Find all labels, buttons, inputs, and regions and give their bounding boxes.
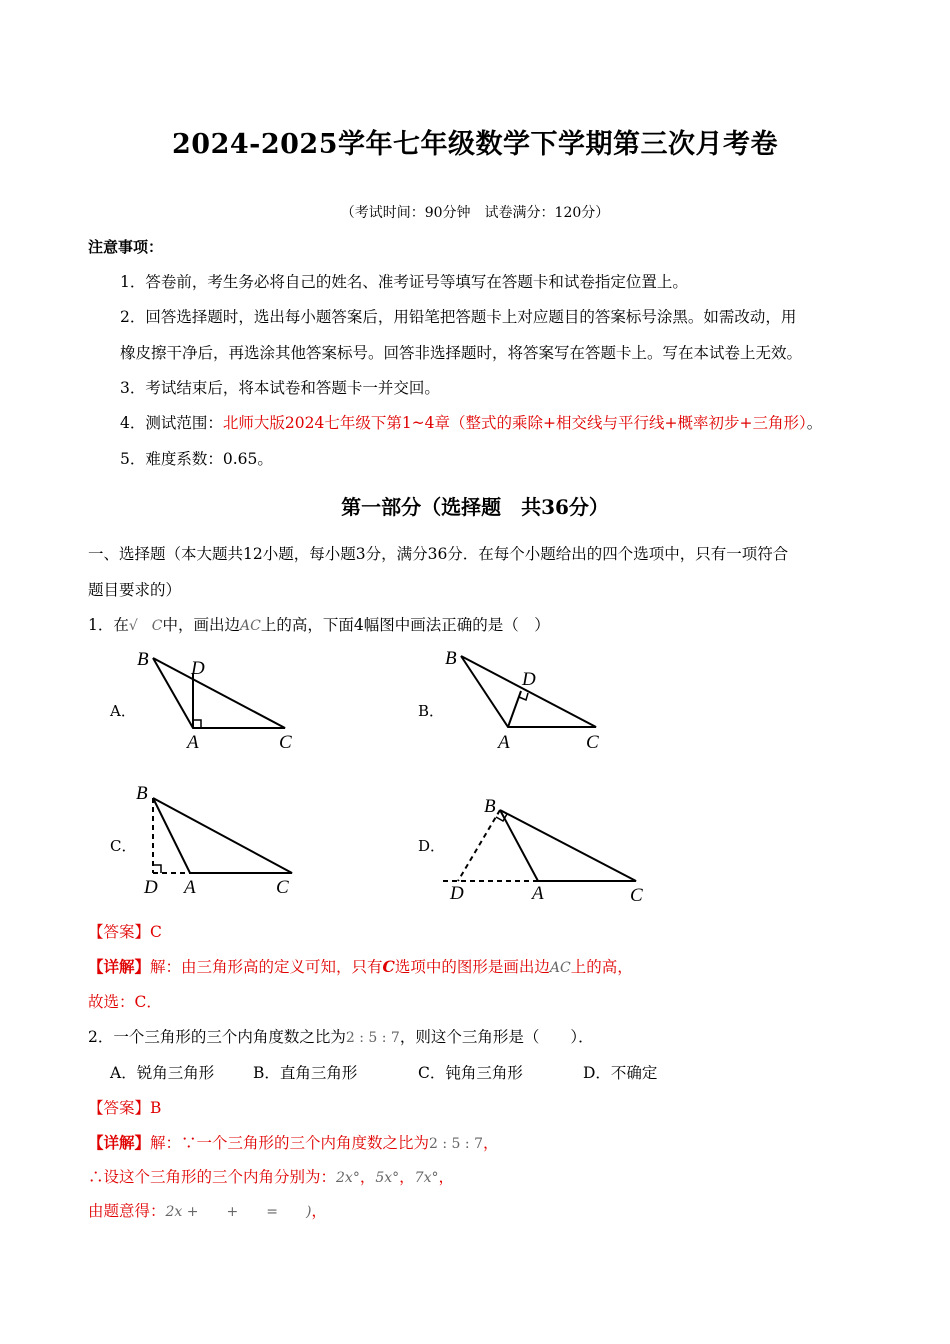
altitude-b [508, 691, 521, 727]
vertex-b: B [445, 648, 457, 669]
math-ac: AC [240, 618, 261, 634]
vertex-b: B [136, 783, 148, 804]
q2-answer [88, 1096, 161, 1118]
q1-answer [88, 920, 162, 942]
detail-tag: 【详解】 [88, 1133, 151, 1152]
triangle-a [153, 658, 285, 728]
q2-option-a: A．锐角三角形 [110, 1064, 215, 1082]
triangle-c [153, 798, 292, 873]
vertex-c: C [276, 877, 289, 898]
math-ratio: 2 : 5 : 7 [345, 1030, 400, 1046]
section-intro: 题目要求的） [88, 581, 182, 599]
question-2-stem: 2．一个三角形的三个内角度数之比为2 : 5 : 7，则这个三角形是（ ）． [88, 1028, 594, 1046]
section-title: 第一部分（选择题 共36分） [341, 495, 609, 519]
q2-detail-line3: 由题意得：2x + + = )， [88, 1202, 327, 1220]
vertex-c: C [279, 732, 292, 753]
option-c-label: C． [110, 837, 137, 855]
math-triangle: √ C [128, 618, 163, 634]
answer-value: B [150, 1099, 162, 1117]
notes-heading: 注意事项： [88, 238, 164, 256]
triangle-d [500, 810, 636, 881]
option-a-label: A． [110, 702, 136, 720]
answer-value: C [150, 923, 162, 941]
scope-end: 。 [806, 414, 823, 432]
figure-a [130, 640, 310, 760]
q2-option-c: C．钝角三角形 [418, 1064, 523, 1082]
vertex-b: B [137, 649, 149, 670]
vertex-a: A [187, 732, 199, 753]
note-item-scope [120, 411, 822, 433]
vertex-d: D [450, 883, 464, 904]
option-d-label: D． [418, 837, 446, 855]
q1-detail: 【详解】解：由三角形高的定义可知，只有C选项中的图形是画出边AC上的高， [88, 957, 633, 976]
q2-option-b: B．直角三角形 [253, 1064, 358, 1082]
triangle-b [461, 656, 596, 727]
note-item: 3．考试结束后，将本试卷和答题卡一并交回。 [120, 379, 440, 397]
vertex-b: B [484, 796, 496, 817]
note-item: 橡皮擦干净后，再选涂其他答案标号。回答非选择题时，将答案写在答题卡上。写在本试卷上无效。 [120, 344, 803, 362]
figure-c [130, 778, 310, 903]
answer-tag: 【答案】 [88, 923, 151, 941]
right-angle-mark-a [193, 720, 201, 728]
scope-label: 4．测试范围： [120, 414, 223, 432]
q2-detail: 【详解】解：∵一个三角形的三个内角度数之比为2 : 5 : 7， [88, 1133, 499, 1152]
q2-option-d: D．不确定 [583, 1064, 658, 1082]
vertex-a: A [498, 732, 510, 753]
exam-info: （考试时间：90分钟 试卷满分：120分） [340, 205, 610, 221]
page-title: 2024-2025学年七年级数学下学期第三次月考卷 [172, 129, 778, 160]
figure-b [438, 640, 618, 760]
altitude-d [458, 810, 500, 881]
q2-detail-line2: ∴设这个三角形的三个内角分别为：2x°，5x°，7x°， [88, 1168, 454, 1186]
q1-conclusion: 故选：C． [88, 993, 162, 1011]
question-1-stem: 1．在√ C中，画出边AC上的高，下面4幅图中画法正确的是（ ） [88, 616, 550, 634]
vertex-a: A [184, 877, 196, 898]
note-item: 5．难度系数：0.65。 [120, 450, 273, 468]
option-b-label: B． [418, 702, 445, 720]
section-intro: 一、选择题（本大题共12小题，每小题3分，满分36分．在每个小题给出的四个选项中，只有一项符合 [88, 545, 789, 563]
vertex-a: A [532, 883, 544, 904]
answer-tag: 【答案】 [88, 1099, 151, 1117]
figure-d [438, 790, 658, 910]
right-angle-mark-c [153, 865, 161, 873]
vertex-c: C [586, 732, 599, 753]
vertex-d: D [191, 658, 205, 679]
vertex-d: D [522, 669, 536, 690]
detail-tag: 【详解】 [88, 957, 151, 976]
note-item: 1．答卷前，考生务必将自己的姓名、准考证号等填写在答题卡和试卷指定位置上。 [120, 273, 688, 291]
note-item: 2．回答选择题时，选出每小题答案后，用铅笔把答题卡上对应题目的答案标号涂黑。如需改动，用 [120, 308, 797, 326]
vertex-d: D [144, 877, 158, 898]
scope-range: 北师大版2024七年级下第1~4章（整式的乘除+相交线与平行线+概率初步+三角形） [222, 414, 807, 432]
vertex-c: C [630, 885, 643, 906]
